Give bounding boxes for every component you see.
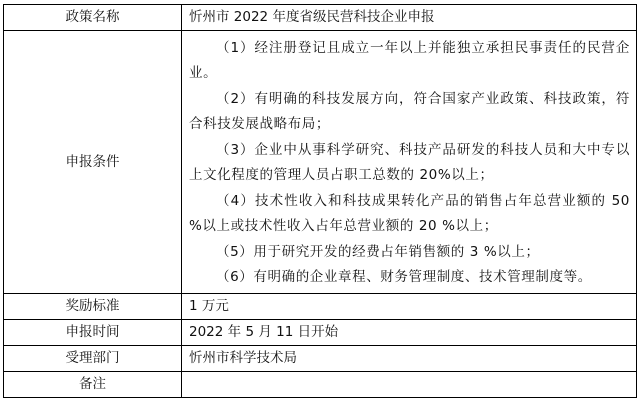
row-label: 政策名称: [4, 5, 182, 31]
conditions-list: [189, 34, 630, 291]
apply-time-value: 2022 年 5 月 11 日开始: [182, 320, 637, 346]
condition-item: （2）有明确的科技发展方向，符合国家产业政策、科技政策，符合科技发展战略布局；: [189, 90, 630, 132]
row-label: 备注: [4, 372, 182, 398]
row-label: 申报时间: [4, 320, 182, 346]
conditions-cell: [182, 31, 637, 294]
policy-table: [3, 4, 637, 398]
row-label: 奖励标准: [4, 294, 182, 320]
condition-item: （6）有明确的企业章程、财务管理制度、技术管理制度等。: [216, 269, 592, 285]
table-row-department: [4, 346, 637, 372]
table-row-reward: [4, 294, 637, 320]
condition-item: （1）经注册登记且成立一年以上并能独立承担民事责任的民营企业。: [189, 39, 630, 81]
row-label: 受理部门: [4, 346, 182, 372]
reward-value: 1 万元: [182, 294, 637, 320]
remarks-value: [182, 372, 637, 398]
department-value: 忻州市科学技术局: [182, 346, 637, 372]
table-row-remarks: [4, 372, 637, 398]
condition-item: （3）企业中从事科学研究、科技产品研发的科技人员和大中专以上文化程度的管理人员占职工总数的 20%以上；: [189, 141, 630, 183]
row-label: 申报条件: [4, 31, 182, 294]
table-row-conditions: [4, 31, 637, 294]
condition-item: （4）技术性收入和科技成果转化产品的销售占年总营业额的 50 %以上或技术性收入占年总营业额的 20 %以上；: [189, 192, 630, 234]
table-row-apply-time: [4, 320, 637, 346]
policy-name-value: 忻州市 2022 年度省级民营科技企业申报: [182, 5, 637, 31]
condition-item: （5）用于研究开发的经费占年销售额的 3 %以上；: [216, 243, 540, 260]
table-row-policy-name: [4, 5, 637, 31]
